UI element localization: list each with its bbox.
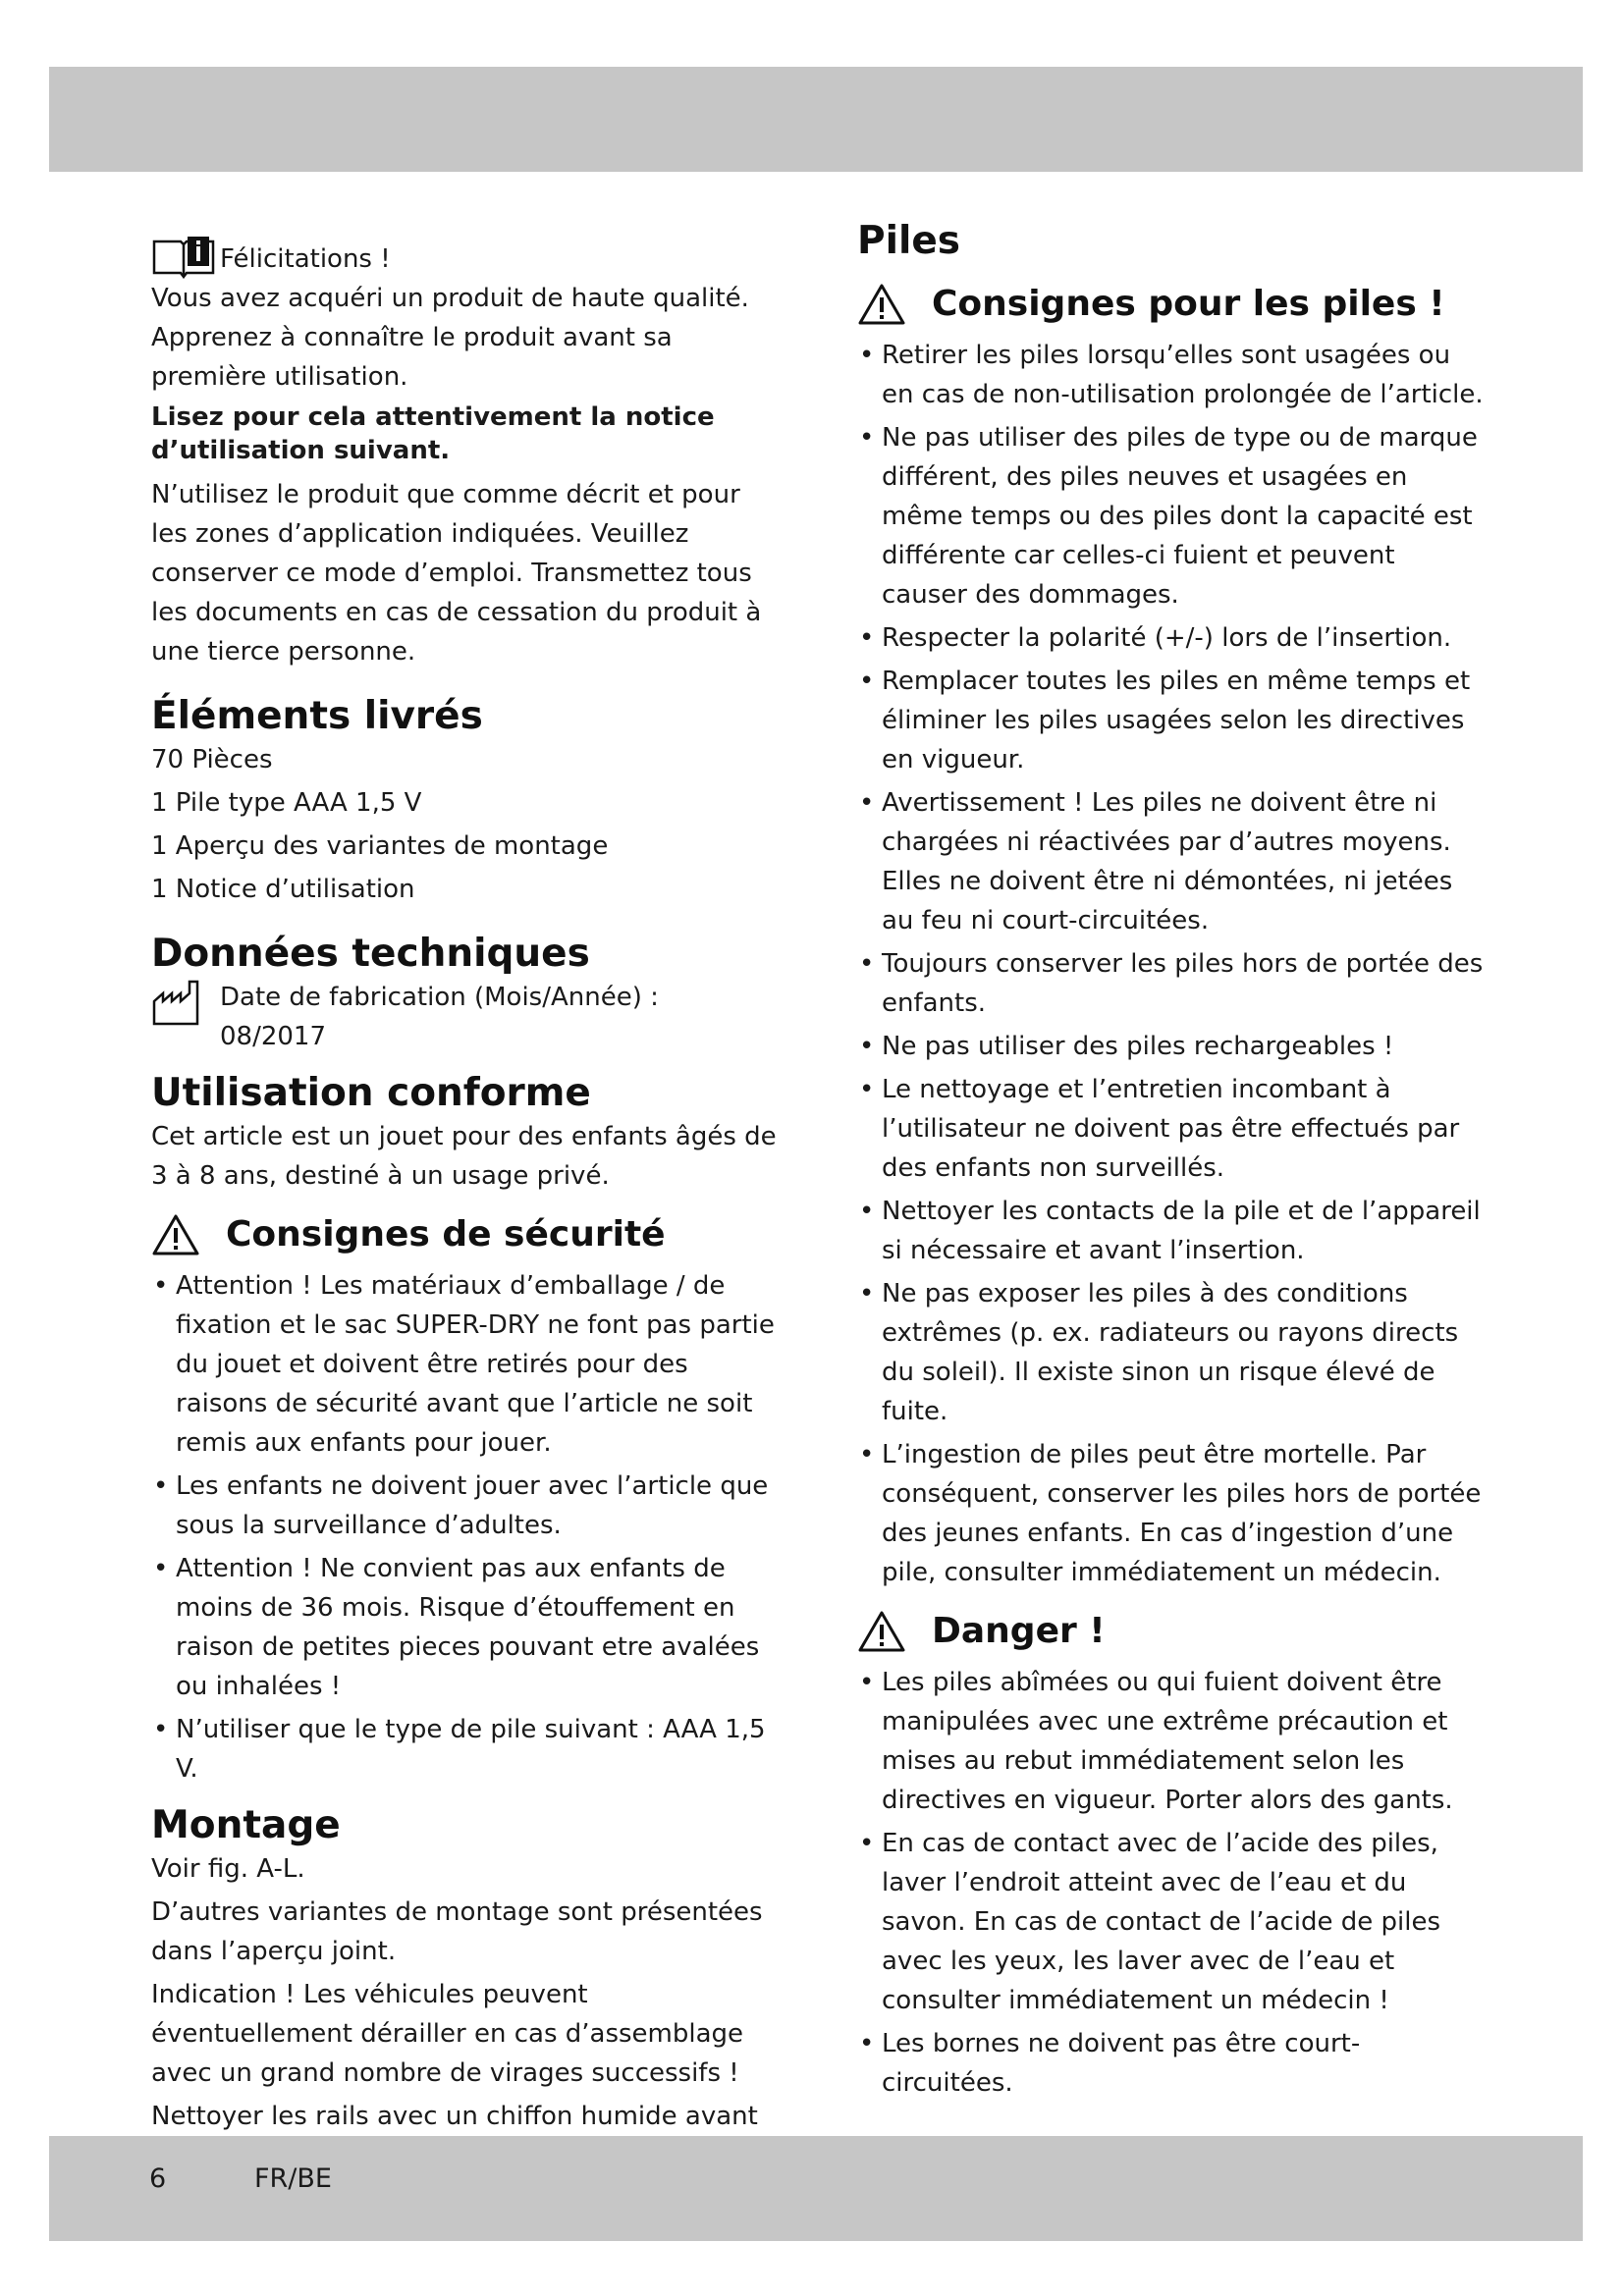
page-number: 6 — [149, 2163, 167, 2194]
piles-consigne-item: • Ne pas utiliser des piles de type ou de marque différent, des piles neuves et usagées en même temps ou des piles dont la capacité est différente car celles-ci fuient et peuvent causer des dommages. — [857, 418, 1486, 614]
securite-list — [151, 1266, 780, 1789]
piles-consignes-title-row — [857, 279, 1486, 330]
piles-consigne-item: • L’ingestion de piles peut être mortelle. Par conséquent, conserver les piles hors de portée des jeunes enfants. En cas d’ingestion d’une pile, consulter immédiatement un médecin. — [857, 1435, 1486, 1592]
elements-item: 70 Pièces — [151, 745, 273, 774]
donnees-techniques-title: Données techniques — [151, 932, 590, 976]
piles-consigne-item: • Respecter la polarité (+/-) lors de l’insertion. — [857, 618, 1486, 658]
piles-consigne-item: • Avertissement ! Les piles ne doivent être ni chargées ni réactivées par d’autres moyens. Elles ne doivent être ni démontées, ni jetées au feu ni court-circuitées. — [857, 783, 1486, 940]
montage-title: Montage — [151, 1803, 341, 1847]
warning-icon — [857, 1610, 906, 1653]
piles-consigne-item: • Le nettoyage et l’entretien incombant à l’utilisateur ne doivent pas être effectués par des enfants non surveillés. — [857, 1070, 1486, 1188]
piles-consigne-item: • Toujours conserver les piles hors de portée des enfants. — [857, 944, 1486, 1023]
securite-item: • Attention ! Les matériaux d’emballage / de fixation et le sac SUPER-DRY ne font pas partie du jouet et doivent être retirés pour des raisons de sécurité avant que l’article ne soit remis aux enfants pour jouer. — [151, 1266, 780, 1463]
montage-paragraph: Nettoyer les rails avec un chiffon humide avant — [151, 2102, 758, 2131]
language-code: FR/BE — [254, 2163, 332, 2194]
manufacture-value: 08/2017 — [220, 1022, 327, 1051]
danger-item: • En cas de contact avec de l’acide des piles, laver l’endroit atteint avec de l’eau et du savon. En cas de contact de l’acide de piles avec les yeux, les laver avec de l’eau et consulter immédiatement un médecin ! — [857, 1824, 1486, 2020]
intro-paragraph-2: N’utilisez le produit que comme décrit et pour les zones d’application indiquées. Veuillez conserver ce mode d’emploi. Transmettez tous les documents en cas de cessation du produit à une tierce personne. — [151, 480, 762, 667]
utilisation-title: Utilisation conforme — [151, 1071, 591, 1115]
securite-item: • N’utiliser que le type de pile suivant : AAA 1,5 V. — [151, 1710, 780, 1789]
elements-item: 1 Pile type AAA 1,5 V — [151, 788, 422, 818]
left-column — [151, 234, 780, 2179]
intro-bold-notice: Lisez pour cela attentivement la notice d’utilisation suivant. — [151, 402, 715, 465]
piles-title: Piles — [857, 219, 960, 263]
montage-paragraph: Voir fig. A-L. — [151, 1854, 305, 1884]
warning-icon — [857, 283, 906, 326]
piles-consigne-item: • Ne pas utiliser des piles rechargeables ! — [857, 1027, 1486, 1066]
danger-title: Danger ! — [932, 1611, 1106, 1651]
danger-title-row — [857, 1606, 1486, 1657]
piles-consigne-item: • Remplacer toutes les piles en même temps et éliminer les piles usagées selon les directives en vigueur. — [857, 662, 1486, 779]
elements-item: 1 Aperçu des variantes de montage — [151, 831, 609, 861]
congrats-text: Félicitations ! — [220, 244, 391, 274]
piles-consigne-item: • Retirer les piles lorsqu’elles sont usagées ou en cas de non-utilisation prolongée de l’article. — [857, 336, 1486, 414]
danger-item: • Les bornes ne doivent pas être court-circuitées. — [857, 2024, 1486, 2103]
piles-consigne-item: • Ne pas exposer les piles à des conditions extrêmes (p. ex. radiateurs ou rayons directs du soleil). Il existe sinon un risque élevé de fuite. — [857, 1274, 1486, 1431]
elements-livres-title: Éléments livrés — [151, 694, 483, 738]
montage-paragraph: Indication ! Les véhicules peuvent éventuellement dérailler en cas d’assemblage avec un grand nombre de virages successifs ! — [151, 1980, 744, 2088]
intro-paragraph-1: Vous avez acquéri un produit de haute qualité. Apprenez à connaître le produit avant sa première utilisation. — [151, 284, 749, 392]
piles-consignes-title: Consignes pour les piles ! — [932, 284, 1445, 324]
info-line — [151, 234, 780, 279]
manufacture-date-line — [151, 978, 780, 1056]
warning-icon — [151, 1213, 200, 1256]
danger-list — [857, 1663, 1486, 2103]
securite-item: • Attention ! Ne convient pas aux enfants de moins de 36 mois. Risque d’étouffement en raison de petites pieces pouvant etre avalées ou inhalées ! — [151, 1549, 780, 1706]
manufacture-date-icon — [151, 980, 208, 1027]
read-manual-icon — [151, 234, 216, 279]
securite-item: • Les enfants ne doivent jouer avec l’article que sous la surveillance d’adultes. — [151, 1467, 780, 1545]
securite-title: Consignes de sécurité — [226, 1214, 666, 1255]
header-band — [49, 67, 1583, 172]
manufacture-label: Date de fabrication (Mois/Année) : — [220, 983, 659, 1012]
right-column — [857, 218, 1486, 2107]
utilisation-text: Cet article est un jouet pour des enfants âgés de 3 à 8 ans, destiné à un usage privé. — [151, 1122, 777, 1191]
piles-consignes-list — [857, 336, 1486, 1592]
danger-item: • Les piles abîmées ou qui fuient doivent être manipulées avec une extrême précaution et mises au rebut immédiatement selon les directives en vigueur. Porter alors des gants. — [857, 1663, 1486, 1820]
securite-title-row — [151, 1209, 780, 1260]
piles-consigne-item: • Nettoyer les contacts de la pile et de l’appareil si nécessaire et avant l’insertion. — [857, 1192, 1486, 1270]
montage-paragraph: D’autres variantes de montage sont présentées dans l’aperçu joint. — [151, 1897, 763, 1966]
elements-item: 1 Notice d’utilisation — [151, 875, 415, 904]
